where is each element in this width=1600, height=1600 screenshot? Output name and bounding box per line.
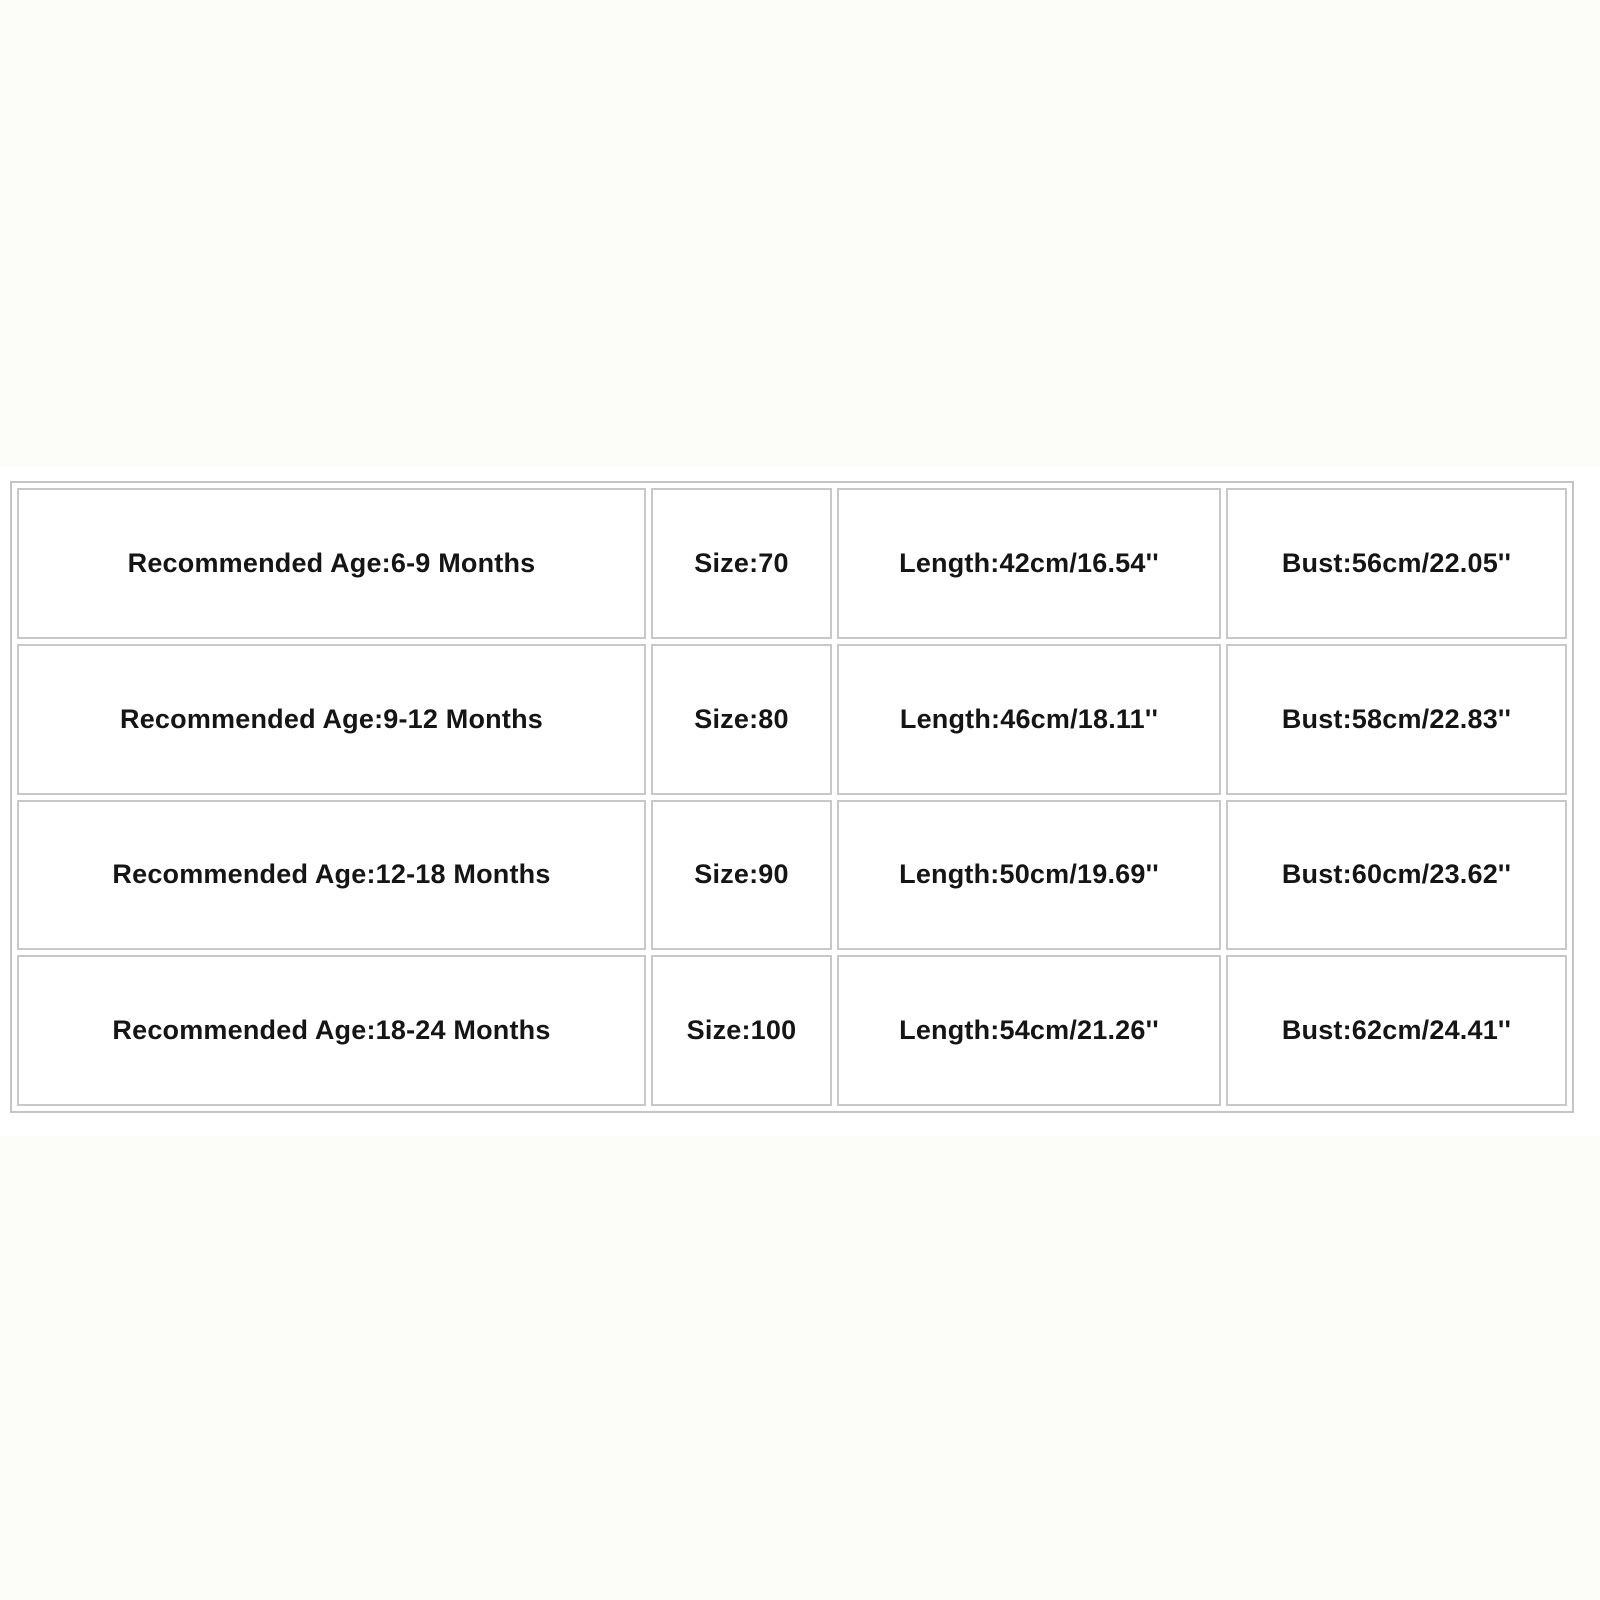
bust-cell: Bust:60cm/23.62'' bbox=[1226, 800, 1567, 951]
length-cell: Length:50cm/19.69'' bbox=[837, 800, 1221, 951]
size-cell: Size:90 bbox=[651, 800, 832, 951]
bust-cell: Bust:56cm/22.05'' bbox=[1226, 488, 1567, 639]
length-cell: Length:46cm/18.11'' bbox=[837, 644, 1221, 795]
age-cell: Recommended Age:9-12 Months bbox=[17, 644, 646, 795]
table-row bbox=[17, 800, 1567, 951]
age-cell: Recommended Age:12-18 Months bbox=[17, 800, 646, 951]
bust-cell: Bust:62cm/24.41'' bbox=[1226, 955, 1567, 1106]
size-cell: Size:100 bbox=[651, 955, 832, 1106]
bust-cell: Bust:58cm/22.83'' bbox=[1226, 644, 1567, 795]
table-row bbox=[17, 644, 1567, 795]
age-cell: Recommended Age:6-9 Months bbox=[17, 488, 646, 639]
size-cell: Size:80 bbox=[651, 644, 832, 795]
table-row bbox=[17, 488, 1567, 639]
length-cell: Length:54cm/21.26'' bbox=[837, 955, 1221, 1106]
age-cell: Recommended Age:18-24 Months bbox=[17, 955, 646, 1106]
table-row bbox=[17, 955, 1567, 1106]
size-cell: Size:70 bbox=[651, 488, 832, 639]
size-chart-table bbox=[10, 481, 1574, 1113]
length-cell: Length:42cm/16.54'' bbox=[837, 488, 1221, 639]
